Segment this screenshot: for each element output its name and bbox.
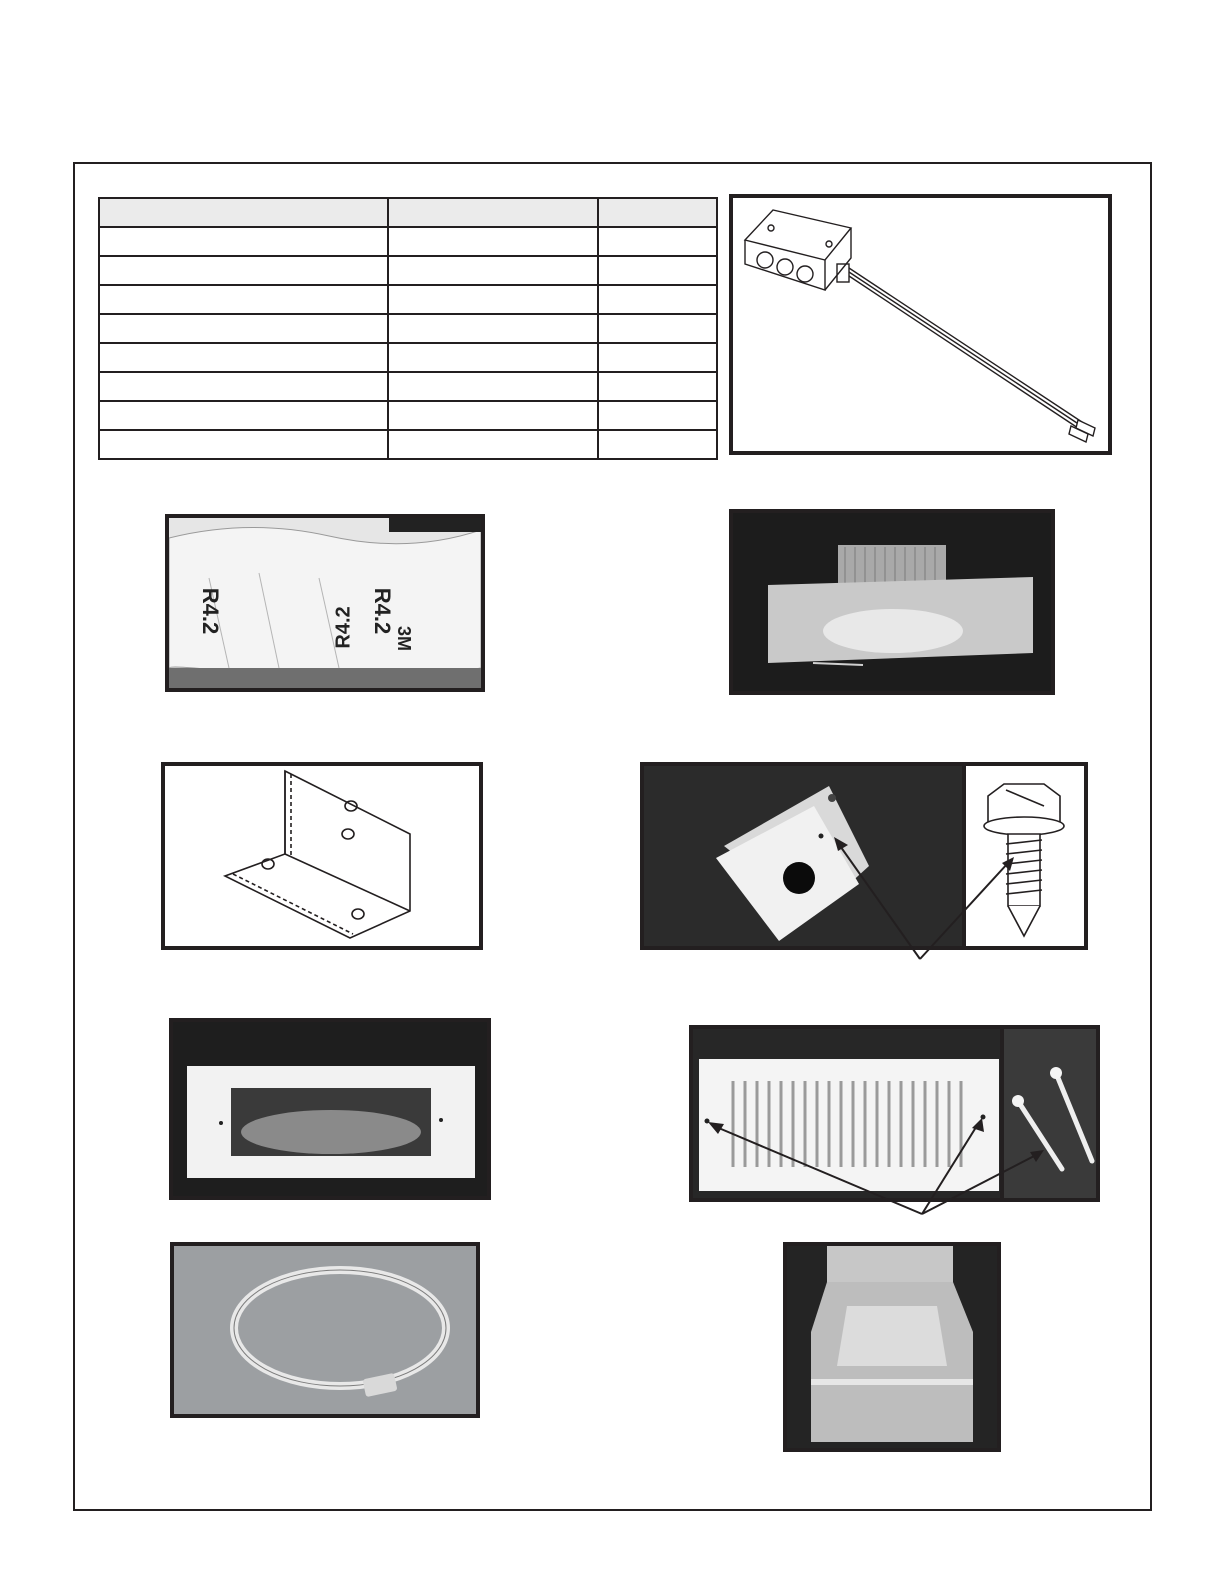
table-cell xyxy=(598,430,717,459)
table-cell xyxy=(598,372,717,401)
parts-table xyxy=(98,197,718,460)
duct-transition-icon xyxy=(787,1246,997,1448)
table-cell xyxy=(388,372,598,401)
wire-harness-figure xyxy=(729,194,1112,455)
insulation-print-label: R4.2 xyxy=(198,587,224,635)
trim-frame-icon xyxy=(173,1022,487,1196)
table-cell xyxy=(388,314,598,343)
table-cell xyxy=(99,430,388,459)
table-row xyxy=(99,227,717,256)
table-cell xyxy=(388,256,598,285)
table-row xyxy=(99,372,717,401)
table-cell xyxy=(598,343,717,372)
table-cell xyxy=(99,256,388,285)
table-row xyxy=(99,256,717,285)
table-cell xyxy=(99,285,388,314)
insulation-photo xyxy=(165,514,485,692)
junction-box-icon xyxy=(733,198,1108,451)
table-row xyxy=(99,430,717,459)
angle-bracket-icon xyxy=(165,766,479,946)
duct-transition-photo xyxy=(783,1242,1001,1452)
insulation-print-label: R4.2 xyxy=(370,587,396,635)
table-cell xyxy=(99,372,388,401)
table-row xyxy=(99,401,717,430)
table-cell xyxy=(598,285,717,314)
table-row xyxy=(99,314,717,343)
hose-clamp-icon xyxy=(174,1246,476,1414)
table-cell xyxy=(388,343,598,372)
angle-bracket-figure xyxy=(161,762,483,950)
callout-arrows-grille xyxy=(700,1110,1070,1220)
table-header-row xyxy=(99,198,717,227)
insulation-print-label: 3M xyxy=(394,625,415,652)
insulation-print-label: R4.2 xyxy=(332,606,355,649)
table-header-cell xyxy=(598,198,717,227)
table-header-cell xyxy=(99,198,388,227)
table-cell xyxy=(598,227,717,256)
table-cell xyxy=(598,314,717,343)
table-cell xyxy=(388,285,598,314)
table-cell xyxy=(99,314,388,343)
table-row xyxy=(99,285,717,314)
table-cell xyxy=(598,401,717,430)
table-cell xyxy=(388,430,598,459)
plenum-box-photo xyxy=(729,509,1055,695)
table-cell xyxy=(99,227,388,256)
table-cell xyxy=(99,343,388,372)
callout-arrows-plate xyxy=(820,835,1020,965)
table-cell xyxy=(388,401,598,430)
table-row xyxy=(99,343,717,372)
table-header-cell xyxy=(388,198,598,227)
plenum-box-icon xyxy=(733,513,1051,691)
trim-frame-photo xyxy=(169,1018,491,1200)
table-cell xyxy=(388,227,598,256)
hose-clamp-photo xyxy=(170,1242,480,1418)
table-cell xyxy=(598,256,717,285)
table-cell xyxy=(99,401,388,430)
